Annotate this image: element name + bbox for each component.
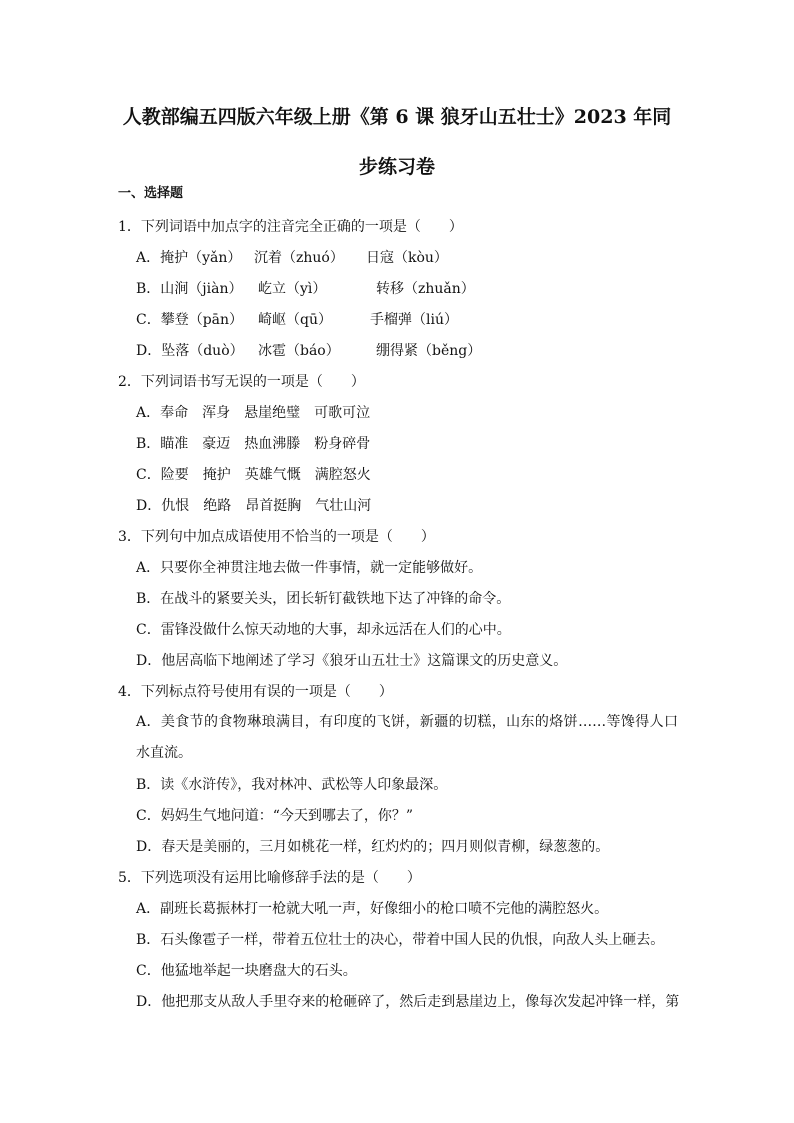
question-1-option-a: A．掩护（yǎn） 沉着（zhuó） 日寇（kòu） — [136, 250, 448, 266]
question-2-option-a: A．奉命 浑身 悬崖绝璧 可歌可泣 — [136, 405, 371, 421]
question-4-option-d: D．春天是美丽的，三月如桃花一样，红灼灼的；四月则似青柳，绿葱葱的。 — [136, 839, 610, 855]
question-3-option-c: C．雷锋没做什么惊天动地的大事，却永远活在人们的心中。 — [136, 622, 511, 638]
question-3-option-b: B．在战斗的紧要关头，团长斩钉截铁地下达了冲锋的命令。 — [136, 591, 511, 607]
question-4-stem: 4．下列标点符号使用有误的一项是（ ） — [118, 684, 393, 700]
question-1-option-d: D．坠落（duò） 冰雹（báo） 绷得紧（běng） — [136, 343, 482, 359]
question-5-option-d: D．他把那支从敌人手里夺来的枪砸碎了，然后走到悬崖边上，像每次发起冲锋一样，第 — [136, 994, 680, 1010]
section-heading: 一、选择题 — [118, 186, 184, 201]
question-2-stem: 2．下列词语书写无误的一项是（ ） — [118, 374, 365, 390]
question-4-option-c: C．妈妈生气地问道：“今天到哪去了，你？” — [136, 808, 414, 824]
question-2-option-c: C．险要 掩护 英雄气慨 满腔怒火 — [136, 467, 371, 483]
question-1-stem: 1．下列词语中加点字的注音完全正确的一项是（ ） — [118, 219, 463, 235]
question-5-option-a: A．副班长葛振林打一枪就大吼一声，好像细小的枪口喷不完他的满腔怒火。 — [136, 901, 609, 917]
question-3-stem: 3．下列句中加点成语使用不恰当的一项是（ ） — [118, 529, 435, 545]
question-5-option-c: C．他猛地举起一块磨盘大的石头。 — [136, 963, 357, 979]
question-1-option-c: C．攀登（pān） 崎岖（qū） 手榴弹（liú） — [136, 312, 458, 328]
title-line-2: 步练习卷 — [358, 156, 435, 178]
question-5-option-b: B．石头像雹子一样，带着五位壮士的决心，带着中国人民的仇恨，向敌人头上砸去。 — [136, 932, 665, 948]
question-5-stem: 5．下列选项没有运用比喻修辞手法的是（ ） — [118, 870, 421, 886]
document-title — [110, 92, 684, 192]
question-2-option-b: B．瞄准 豪迈 热血沸滕 粉身碎骨 — [136, 436, 371, 452]
title-line-1: 人教部编五四版六年级上册《第 6 课 狼牙山五壮士》2023 年同 — [122, 106, 672, 128]
question-2-option-d: D．仇恨 绝路 昂首挺胸 气壮山河 — [136, 498, 372, 514]
question-3-option-d: D．他居高临下地阐述了学习《狼牙山五壮士》这篇课文的历史意义。 — [136, 653, 568, 669]
question-1-option-b: B．山涧（jiàn） 屹立（yì） 转移（zhuǎn） — [136, 281, 475, 297]
question-3-option-a: A．只要你全神贯注地去做一件事情，就一定能够做好。 — [136, 560, 483, 576]
question-4-option-b: B．读《水浒传》，我对林冲、武松等人印象最深。 — [136, 777, 448, 793]
question-4-option-a: A．美食节的食物琳琅满目，有印度的飞饼，新疆的切糕，山东的烙饼……等馋得人口水直流。 — [136, 714, 678, 761]
